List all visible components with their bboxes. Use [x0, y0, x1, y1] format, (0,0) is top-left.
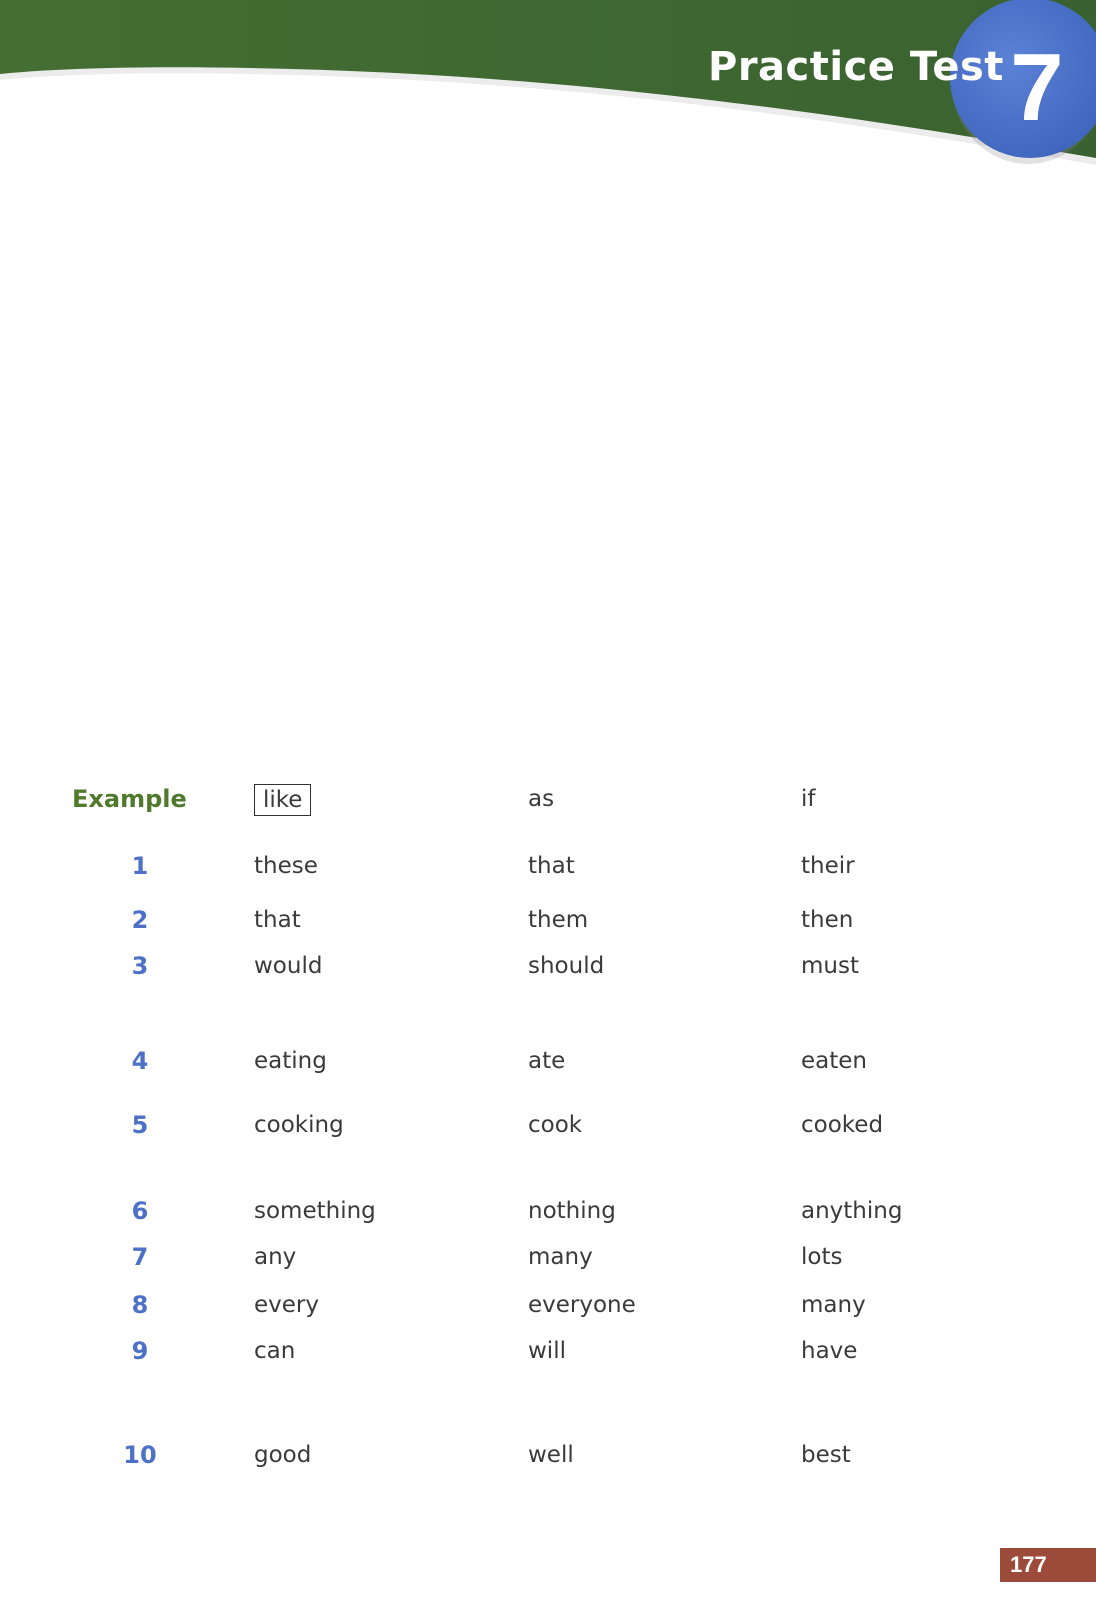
option-c: cooked: [801, 1112, 884, 1138]
question-number: 10: [123, 1441, 157, 1469]
question-row: [0, 1331, 1096, 1371]
option-a: something: [254, 1198, 376, 1224]
question-row: [0, 900, 1096, 940]
option-b: everyone: [528, 1292, 636, 1318]
question-row: [0, 1191, 1096, 1231]
example-answer-box: like: [254, 784, 311, 816]
question-number: 7: [131, 1243, 149, 1271]
option-b: nothing: [528, 1198, 616, 1224]
option-a: any: [254, 1244, 297, 1270]
question-number: 5: [131, 1111, 149, 1139]
option-b: many: [528, 1244, 593, 1270]
question-number: 1: [131, 852, 149, 880]
option-c: many: [801, 1292, 866, 1318]
option-c: then: [801, 907, 854, 933]
option-b: them: [528, 907, 589, 933]
page-number: 177: [1000, 1548, 1096, 1582]
example-label: Example: [72, 785, 187, 813]
question-row: [0, 1041, 1096, 1081]
question-number: 4: [131, 1047, 149, 1075]
option-c: must: [801, 953, 859, 979]
option-b: will: [528, 1338, 566, 1364]
option-a: every: [254, 1292, 319, 1318]
option-a: eating: [254, 1048, 327, 1074]
question-row: [0, 1237, 1096, 1277]
option-b: ate: [528, 1048, 566, 1074]
option-b: that: [528, 853, 575, 879]
option-b: well: [528, 1442, 574, 1468]
option-c: lots: [801, 1244, 843, 1270]
question-number: 6: [131, 1197, 149, 1225]
question-number: 3: [131, 952, 149, 980]
option-c: anything: [801, 1198, 903, 1224]
option-a: cooking: [254, 1112, 344, 1138]
option-a: would: [254, 953, 323, 979]
option-c: eaten: [801, 1048, 867, 1074]
option-c: their: [801, 853, 855, 879]
option-c: have: [801, 1338, 858, 1364]
option-a: these: [254, 853, 318, 879]
question-row: [0, 946, 1096, 986]
question-number: 8: [131, 1291, 149, 1319]
question-row: [0, 1435, 1096, 1475]
question-row: [0, 1105, 1096, 1145]
option-b: cook: [528, 1112, 583, 1138]
option-b: should: [528, 953, 605, 979]
page-title: Practice Test: [708, 44, 1004, 90]
option-c: best: [801, 1442, 851, 1468]
option-a: good: [254, 1442, 312, 1468]
question-row: [0, 1285, 1096, 1325]
option-b: as: [528, 786, 555, 812]
test-number-badge: 7: [1010, 34, 1064, 141]
question-number: 9: [131, 1337, 149, 1365]
option-c: if: [801, 786, 816, 812]
question-row: [0, 846, 1096, 886]
option-a: that: [254, 907, 301, 933]
example-row: [0, 779, 1096, 819]
option-a: can: [254, 1338, 296, 1364]
question-number: 2: [131, 906, 149, 934]
